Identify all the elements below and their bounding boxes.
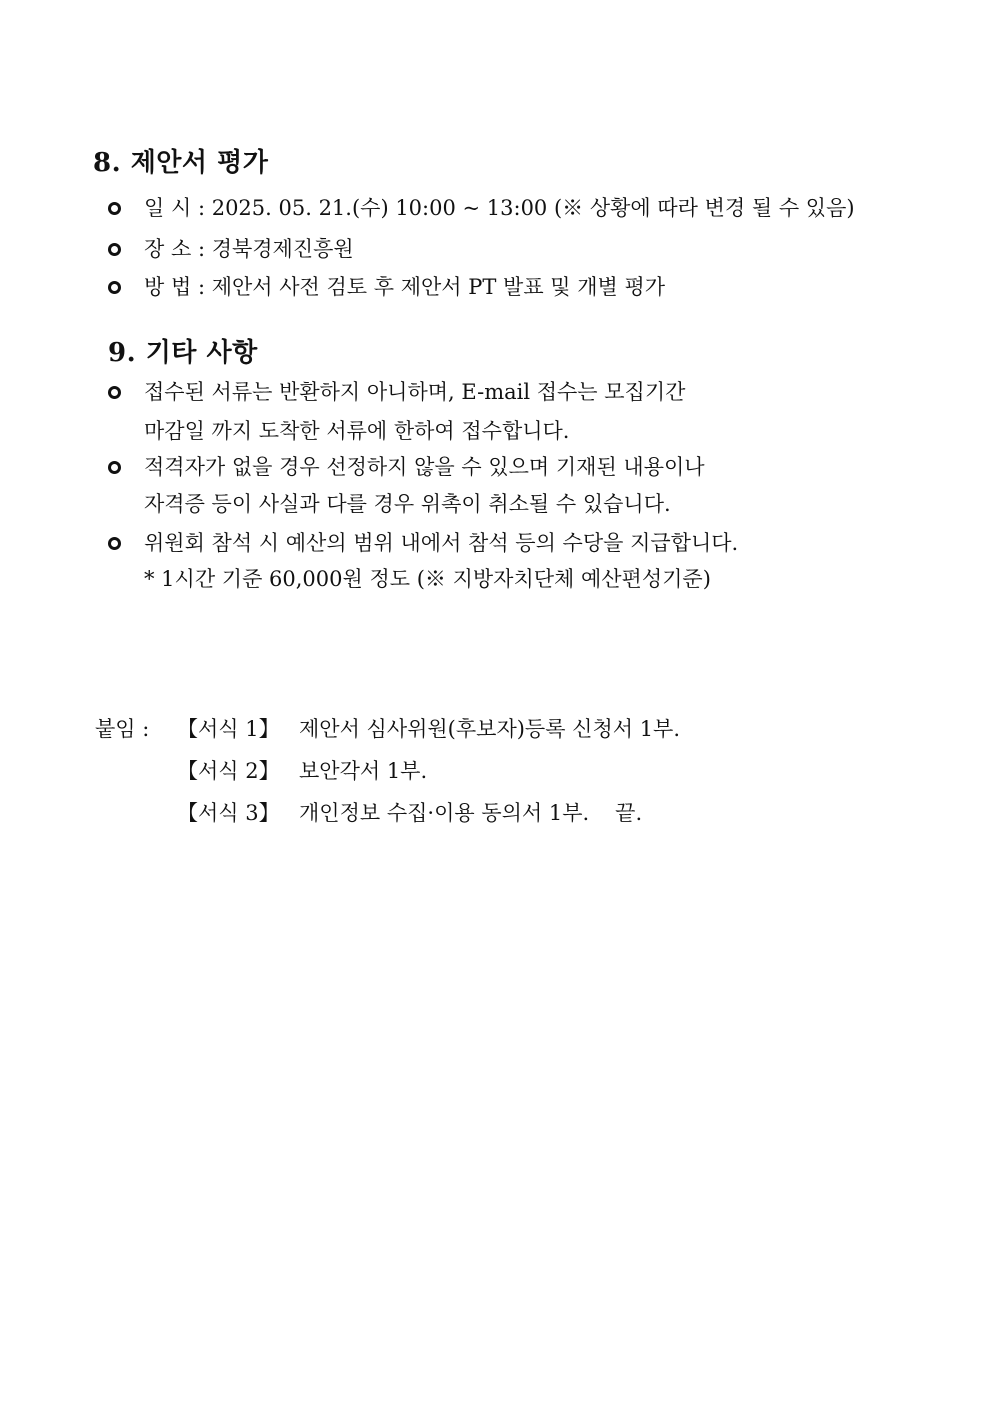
attachment-form-label: 【서식 3】	[177, 801, 280, 825]
circle-bullet-icon	[108, 281, 121, 294]
attachment-form-label: 【서식 2】	[177, 759, 280, 783]
attachment-form-label: 【서식 1】	[177, 717, 280, 741]
attachment-prefix: 붙임 :	[95, 717, 150, 741]
circle-bullet-icon	[108, 461, 121, 474]
end-mark: 끝.	[615, 801, 643, 825]
item-label: 일 시	[144, 196, 192, 220]
item-separator: :	[197, 196, 206, 220]
circle-bullet-icon	[108, 537, 121, 550]
section-9-item-2-continued: 자격증 등이 사실과 다를 경우 위촉이 취소될 수 있습니다.	[144, 492, 671, 516]
section-9-heading: 9. 기타 사항	[108, 338, 258, 368]
item-value: 2025. 05. 21.(수) 10:00 ~ 13:00 (※ 상황에 따라 변경 될 수 있음)	[211, 196, 855, 220]
item-separator: :	[197, 237, 206, 261]
item-value: 제안서 사전 검토 후 제안서 PT 발표 및 개별 평가	[211, 275, 666, 299]
attachment-description: 보안각서 1부.	[299, 759, 428, 783]
section-9-item-3-note: * 1시간 기준 60,000원 정도 (※ 지방자치단체 예산편성기준)	[144, 567, 711, 591]
attachment-description: 제안서 심사위원(후보자)등록 신청서 1부.	[299, 717, 681, 741]
item-separator: :	[197, 275, 206, 299]
item-label: 방 법	[144, 275, 192, 299]
circle-bullet-icon	[108, 202, 121, 215]
section-9-item-1-continued: 마감일 까지 도착한 서류에 한하여 접수합니다.	[144, 419, 570, 443]
item-text-line-1: 접수된 서류는 반환하지 아니하며, E-mail 접수는 모집기간	[144, 380, 686, 404]
circle-bullet-icon	[108, 386, 121, 399]
item-value: 경북경제진흥원	[211, 237, 354, 261]
section-8-heading: 8. 제안서 평가	[93, 148, 269, 178]
attachment-description: 개인정보 수집·이용 동의서 1부.	[299, 801, 590, 825]
item-text-line-1: 적격자가 없을 경우 선정하지 않을 수 있으며 기재된 내용이나	[144, 455, 705, 479]
item-text-line-1: 위원회 참석 시 예산의 범위 내에서 참석 등의 수당을 지급합니다.	[144, 531, 739, 555]
item-label: 장 소	[144, 237, 192, 261]
circle-bullet-icon	[108, 243, 121, 256]
